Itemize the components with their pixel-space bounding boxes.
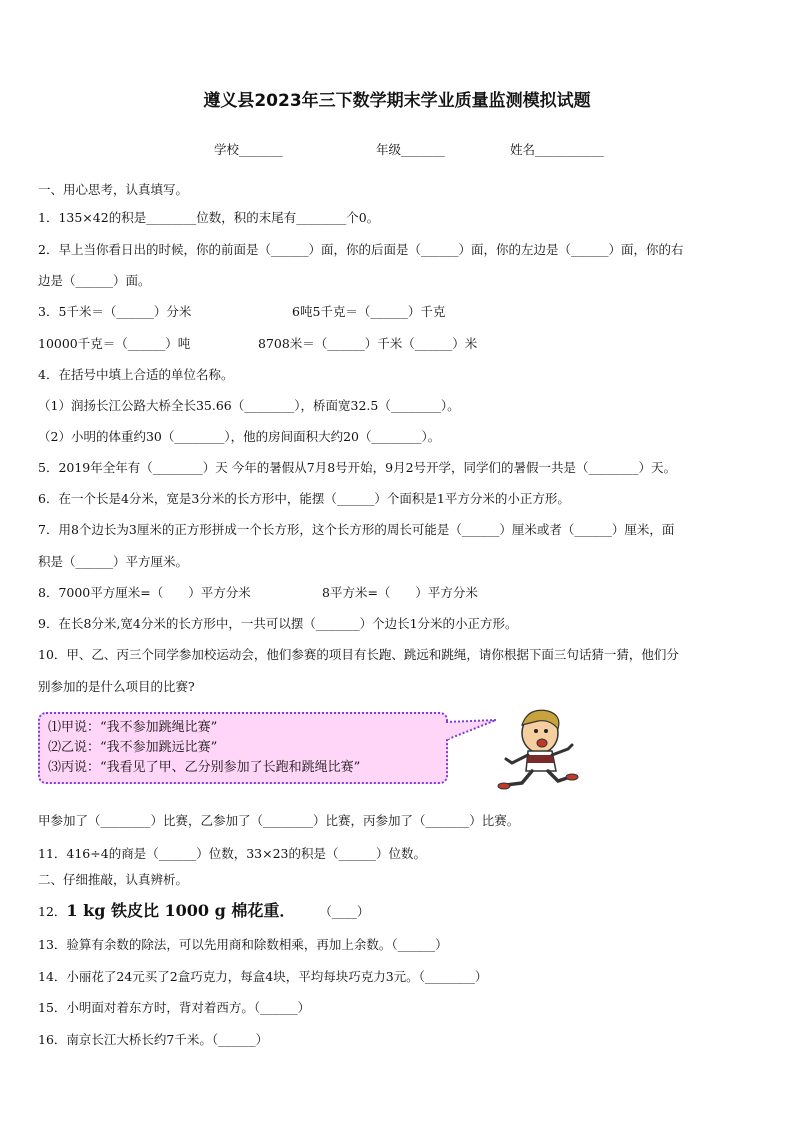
question-12-blank: （____） [319, 904, 370, 919]
question-3-part-b: 6吨5千克＝（______）千克 [292, 304, 446, 319]
question-6: 6．在一个长是4分米，宽是3分米的长方形中，能摆（______）个面积是1平方分米的小正方形。 [38, 491, 570, 506]
question-10-line-1: 10．甲、乙、丙三个同学参加校运动会，他们参赛的项目有长跑、跳远和跳绳，请你根据下面三句话猜一猜，他们分 [38, 647, 679, 662]
question-3-part-d: 8708米＝（______）千米（______）米 [258, 336, 478, 351]
question-5: 5．2019年全年有（________）天 今年的暑假从7月8号开始，9月2号开学，同学们的暑假一共是（________）天。 [38, 460, 677, 475]
question-4-sub-1: （1）润扬长江公路大桥全长35.66（________），桥面宽32.5（________）。 [38, 398, 460, 413]
question-12-number: 12． [38, 904, 67, 919]
question-15: 15．小明面对着东方时，背对着西方。（______） [38, 1000, 311, 1015]
question-9: 9．在长8分米,宽4分米的长方形中，一共可以摆（_______）个边长1分米的小正方形。 [38, 616, 518, 631]
question-10-answer: 甲参加了（________）比赛，乙参加了（________）比赛，丙参加了（_______）比赛。 [38, 813, 520, 828]
running-boy-illustration [492, 705, 582, 795]
question-2-line-2: 边是（______）面。 [38, 273, 151, 288]
speech-bubble [38, 712, 448, 784]
question-7-line-2: 积是（______）平方厘米。 [38, 554, 189, 569]
question-4-sub-2: （2）小明的体重约30（________），他的房间面积大约20（________）。 [38, 429, 441, 444]
question-1: 1．135×42的积是________位数，积的末尾有________个0。 [38, 210, 380, 225]
question-8-part-b: 8平方米=（ ）平方分米 [322, 585, 478, 600]
grade-field: 年级_______ [376, 142, 445, 157]
question-2-line-1: 2．早上当你看日出的时候，你的前面是（______）面，你的后面是（______）面，你的左边是（______）面，你的右 [38, 242, 684, 257]
name-field: 姓名___________ [510, 142, 604, 157]
question-12-text: 1 kg 铁皮比 1000 g 棉花重． [66, 901, 296, 920]
question-7-line-1: 7．用8个边长为3厘米的正方形拼成一个长方形，这个长方形的周长可能是（______）厘米或者（______）厘米，面 [38, 522, 675, 537]
question-4: 4．在括号中填上合适的单位名称。 [38, 367, 234, 382]
speech-line-3: ⑶丙说：“我看见了甲、乙分别参加了长跑和跳绳比赛” [48, 760, 361, 775]
question-16: 16．南京长江大桥长约7千米。（______） [38, 1032, 269, 1047]
speech-line-2: ⑵乙说：“我不参加跳远比赛” [48, 740, 218, 755]
question-8-part-a: 8．7000平方厘米=（ ）平方分米 [38, 585, 251, 600]
section-heading-1: 一、用心思考，认真填写。 [38, 182, 189, 197]
question-11: 11．416÷4的商是（______）位数，33×23的积是（______）位数。 [38, 846, 426, 861]
school-field: 学校_______ [214, 142, 283, 157]
question-3-part-c: 10000千克＝（______）吨 [38, 336, 191, 351]
question-12 [38, 898, 369, 921]
question-10-line-2: 别参加的是什么项目的比赛? [38, 679, 195, 694]
page-title: 遵义县2023年三下数学期末学业质量监测模拟试题 [203, 91, 591, 111]
speech-bubble-tail [446, 718, 498, 748]
question-13: 13．验算有余数的除法，可以先用商和除数相乘，再加上余数。（______） [38, 937, 448, 952]
section-heading-2: 二、仔细推敲，认真辨析。 [38, 872, 189, 887]
question-3-part-a: 3．5千米＝（______）分米 [38, 304, 192, 319]
speech-line-1: ⑴甲说：“我不参加跳绳比赛” [48, 720, 218, 735]
question-14: 14．小丽花了24元买了2盒巧克力，每盒4块，平均每块巧克力3元。（________） [38, 969, 488, 984]
